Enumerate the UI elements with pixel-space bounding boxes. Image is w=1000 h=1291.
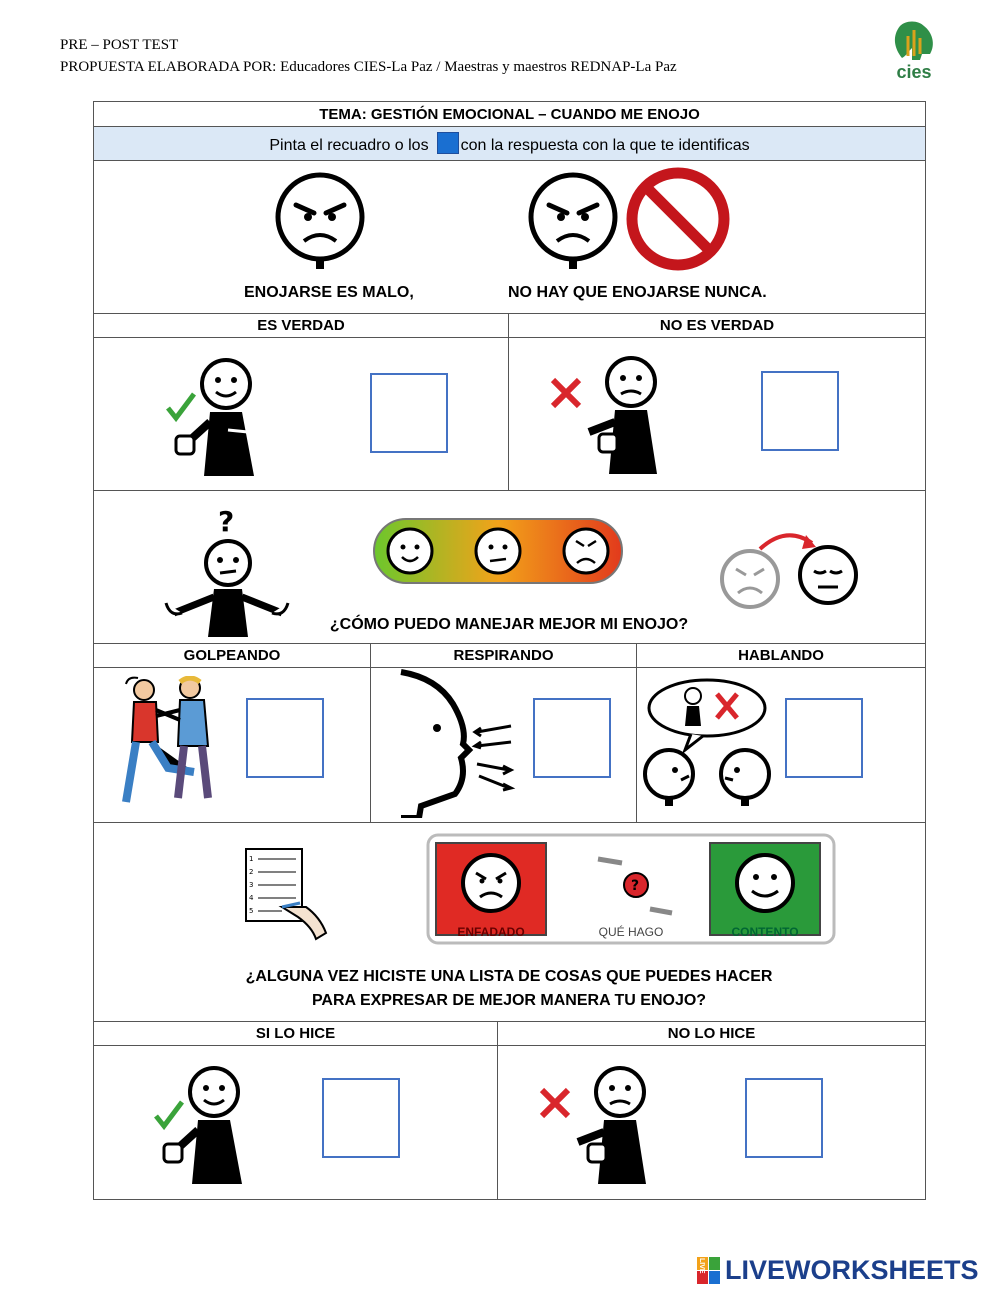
q1-statement-cell	[94, 161, 926, 314]
thumbs-up-person-icon-2	[152, 1060, 262, 1184]
thumbs-up-person-icon	[164, 352, 274, 476]
q2-question-text: ¿CÓMO PUEDO MANEJAR MEJOR MI ENOJO?	[329, 616, 689, 633]
answer-box-hablando[interactable]	[785, 698, 863, 778]
svg-text:?: ?	[631, 878, 640, 894]
q2-option-label-respirando: RESPIRANDO	[371, 644, 637, 668]
talking-people-icon	[641, 676, 779, 806]
q3-question-line-2: PARA EXPRESAR DE MEJOR MANERA TU ENOJO?	[311, 992, 707, 1009]
answer-box-golpeando[interactable]	[246, 698, 324, 778]
angry-face-icon-2	[527, 171, 619, 271]
q2-option-hablando-cell	[637, 668, 926, 823]
panel-label-enfadado: ENFADADO	[457, 925, 525, 939]
liveworksheets-badge-text: LIVE	[698, 1258, 705, 1274]
angry-face-icon	[274, 171, 366, 271]
worksheet-title: TEMA: GESTIÓN EMOCIONAL – CUANDO ME ENOJO	[94, 102, 926, 127]
liveworksheets-logo	[697, 1255, 979, 1287]
instruction-text-after: con la respuesta con la que te identificas	[460, 137, 750, 154]
checklist-writing-icon	[242, 847, 332, 945]
q2-option-label-hablando: HABLANDO	[637, 644, 926, 668]
instruction-row	[94, 127, 926, 161]
q1-option-true-cell	[94, 338, 509, 491]
thumbs-down-person-icon-2	[538, 1060, 658, 1184]
svg-text:3: 3	[249, 881, 254, 889]
header-line-1: PRE – POST TEST	[60, 37, 179, 53]
instruction-text-before: Pinta el recuadro o los	[269, 137, 429, 154]
calming-down-icon	[716, 521, 866, 613]
answer-box-no-lo-hice[interactable]	[745, 1078, 823, 1158]
q3-question-line-1: ¿ALGUNA VEZ HICISTE UNA LISTA DE COSAS QUE PUEDES HACER	[245, 968, 773, 985]
answer-box-no-es-verdad[interactable]	[761, 371, 839, 451]
q3-option-si-cell	[94, 1046, 498, 1200]
answer-box-respirando[interactable]	[533, 698, 611, 778]
fighting-kids-icon	[122, 676, 222, 808]
panel-label-contento: CONTENTO	[731, 925, 799, 939]
emotion-scale-icon	[372, 515, 624, 587]
q2-option-label-golpeando: GOLPEANDO	[94, 644, 371, 668]
q3-option-label-si: SI LO HICE	[94, 1022, 498, 1046]
q2-option-golpeando-cell	[94, 668, 371, 823]
q2-question-cell	[94, 491, 926, 644]
q1-option-label-true: ES VERDAD	[94, 314, 509, 338]
cies-logo-text: cies	[896, 62, 932, 82]
svg-text:1: 1	[249, 855, 254, 863]
header-line-2: PROPUESTA ELABORADA POR: Educadores CIES-La Paz / Maestras y maestros REDNAP-La Paz	[60, 59, 677, 75]
q1-text-left: ENOJARSE ES MALO,	[244, 284, 414, 301]
prohibited-icon	[624, 165, 732, 273]
q3-option-label-no: NO LO HICE	[498, 1022, 926, 1046]
svg-text:5: 5	[249, 907, 254, 915]
q3-option-no-cell	[498, 1046, 926, 1200]
liveworksheets-brand: LIVEWORKSHEETS	[725, 1255, 979, 1285]
q3-question-cell	[94, 823, 926, 1022]
thumbs-down-person-icon	[549, 350, 669, 474]
svg-text:?: ?	[218, 505, 235, 538]
breathing-face-icon	[397, 668, 519, 818]
cies-tree-icon	[884, 18, 944, 64]
svg-text:4: 4	[249, 894, 254, 902]
q1-option-label-false: NO ES VERDAD	[509, 314, 926, 338]
panel-label-que-hago: QUÉ HAGO	[598, 925, 664, 939]
worksheet-table	[93, 101, 926, 1200]
answer-box-si-lo-hice[interactable]	[322, 1078, 400, 1158]
answer-box-es-verdad[interactable]	[370, 373, 448, 453]
q1-option-false-cell	[509, 338, 926, 491]
svg-text:2: 2	[249, 868, 254, 876]
blue-square-icon	[437, 132, 459, 154]
cies-logo	[884, 18, 944, 84]
q1-text-right: NO HAY QUE ENOJARSE NUNCA.	[508, 284, 767, 301]
q2-option-respirando-cell	[371, 668, 637, 823]
